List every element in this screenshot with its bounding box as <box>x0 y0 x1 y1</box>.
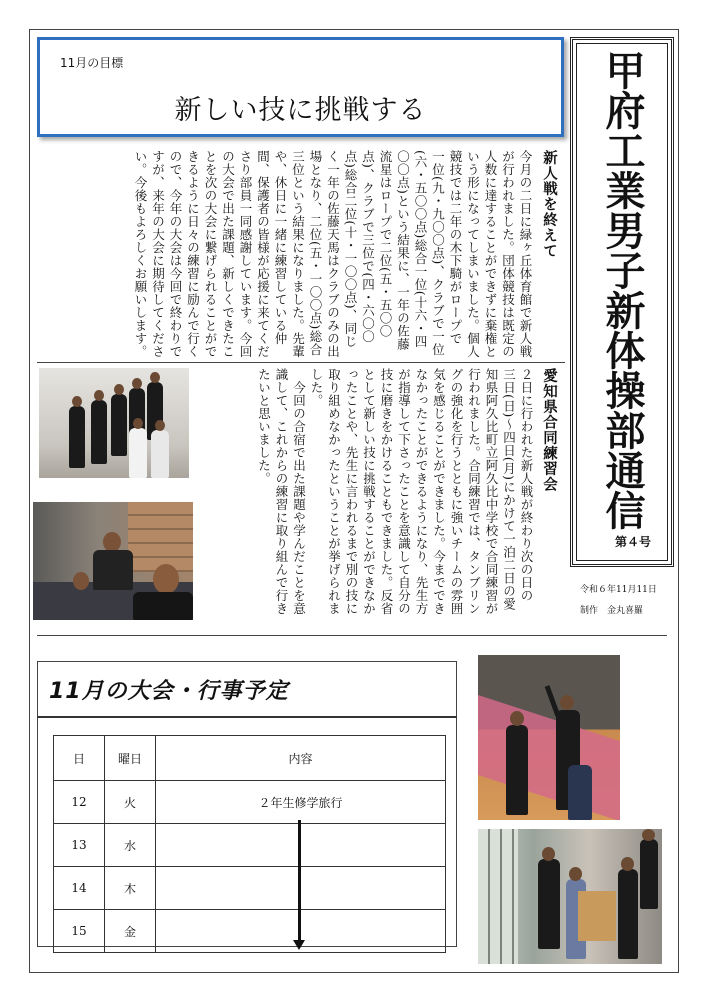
schedule-title: 11月の大会・行事予定 <box>49 679 289 704</box>
row-weekday: 木 <box>105 867 156 910</box>
table-header-row <box>54 736 446 781</box>
row-day: 12 <box>54 781 105 824</box>
photo-results-table <box>478 829 662 964</box>
article2-body <box>200 368 535 628</box>
article-line: 取り組めなかったということが挙げられま <box>326 368 342 615</box>
article1-body <box>47 150 534 360</box>
table-row <box>54 910 446 953</box>
row-day: 14 <box>54 867 105 910</box>
article-line: きるように日々の練習に励んで行く <box>185 150 201 358</box>
article-line: いう形になってしまいました。個人 <box>465 150 481 358</box>
schedule-title-underline <box>37 716 457 718</box>
schedule-table <box>53 735 446 953</box>
masthead <box>570 37 674 567</box>
article-line: (六・五〇〇点)総合一位(十六・四 <box>413 150 428 349</box>
article-line: とを次の大会に繋げられることがで <box>203 150 218 358</box>
article-line: く一年の佐藤天馬はクラブのみの出 <box>325 150 341 358</box>
article-line: 今回の合宿で出た課題や学んだことを意 <box>291 368 307 615</box>
header-event: 内容 <box>156 736 446 781</box>
article-line: や、休日に一緒に練習している仲 <box>273 150 288 345</box>
publication-date: 令和６年11月11日 <box>580 585 657 595</box>
header-day: 日 <box>54 736 105 781</box>
author: 制作 金丸喜羅 <box>580 606 644 616</box>
article-line: ので、今年の大会は今回で終わりで <box>168 150 183 358</box>
row-weekday: 金 <box>105 910 156 953</box>
article-line: 流星はロープで二位(五・五〇〇 <box>378 150 393 338</box>
article-line: グの強化を行うとともに強いチームの雰囲 <box>449 368 464 615</box>
article-line: 間、保護者の皆様が応援に来てくだ <box>255 150 271 358</box>
row-event: ２年生修学旅行 <box>156 781 446 824</box>
divider <box>37 362 565 363</box>
article-line: すが、来年の大会に期待してくださ <box>150 150 166 358</box>
article2-heading: 愛知県合同練習会 <box>541 368 558 492</box>
article-line: 技に磨きをかけることもできました。反省 <box>379 368 394 615</box>
row-weekday: 水 <box>105 824 156 867</box>
publication-meta <box>580 580 657 622</box>
table-row <box>54 824 446 867</box>
article-line: 識して、これからの練習に取り組んで行き <box>274 368 289 615</box>
article-line: した。 <box>309 368 324 407</box>
newsletter-title: 甲府工業男子新体操部通信 <box>599 50 645 530</box>
article-line: が指導して下さったことを意識して自分の <box>396 368 412 615</box>
article-line: が行われました。団体競技は既定の <box>500 150 516 358</box>
article-line: 知県阿久比町立阿久比中学校で合同練習が <box>484 368 499 615</box>
continuation-arrow-line <box>298 820 301 942</box>
table-row <box>54 781 446 824</box>
photo-award-ceremony <box>478 655 620 820</box>
issue-number: 第４号 <box>614 535 651 549</box>
article-line: 場となり、二位(五・一〇〇点)総合 <box>308 150 323 356</box>
article-line: 気を感じることができました。今まででき <box>431 368 447 615</box>
article-line: の大会で出た課題、新しくできたこ <box>220 150 236 358</box>
article-line: なかったことができるようになり、先生方 <box>414 368 429 615</box>
article-line: い。今後もよろしくお願いします。 <box>133 150 148 358</box>
article-line: さり部員一同感謝しています。今回 <box>238 150 253 358</box>
article-line: 三位という結果になりました。先輩 <box>290 150 306 358</box>
goal-title: 新しい技に挑戦する <box>174 95 427 126</box>
article-line: ったことや、先生に言われるまで別の技に <box>344 368 359 615</box>
article-line: 点)、クラブで三位で(四・六〇〇 <box>360 150 376 343</box>
article1-heading: 新人戦を終えて <box>541 150 558 259</box>
article-line: 〇〇点)という結果に、一年の佐藤 <box>395 150 411 351</box>
article-line: 行われました。合同練習では、タンブリン <box>466 368 482 615</box>
row-weekday: 火 <box>105 781 156 824</box>
row-day: 13 <box>54 824 105 867</box>
article-line: 一位(九・九〇〇点)、クラブで一位 <box>430 150 446 356</box>
article-line: 今月の二日に緑ヶ丘体育館で新人戦 <box>518 150 533 358</box>
continuation-arrow-icon <box>293 940 305 950</box>
article-line: たいと思いました。 <box>256 368 272 485</box>
table-row <box>54 867 446 910</box>
monthly-goal-box <box>37 37 564 137</box>
row-day: 15 <box>54 910 105 953</box>
article-line: 人数に達することができずに棄権と <box>483 150 498 358</box>
article-line: 競技では二年の木下騎がロープで <box>448 150 463 345</box>
divider <box>37 635 667 636</box>
article-line: 三日(日)〜四日(月)にかけて一泊二日の愛 <box>501 368 517 611</box>
goal-label: 11月の目標 <box>60 56 124 70</box>
photo-team-relaxing <box>33 502 193 620</box>
article-line: として新しい技に挑戦することができなか <box>361 368 377 615</box>
article-line: 点)総合二位(十・一〇〇点)、同じ <box>343 150 358 349</box>
article-line: ２日に行われた新人戦が終わり次の日の <box>519 368 534 602</box>
header-weekday: 曜日 <box>105 736 156 781</box>
photo-team-lineup <box>39 368 189 478</box>
